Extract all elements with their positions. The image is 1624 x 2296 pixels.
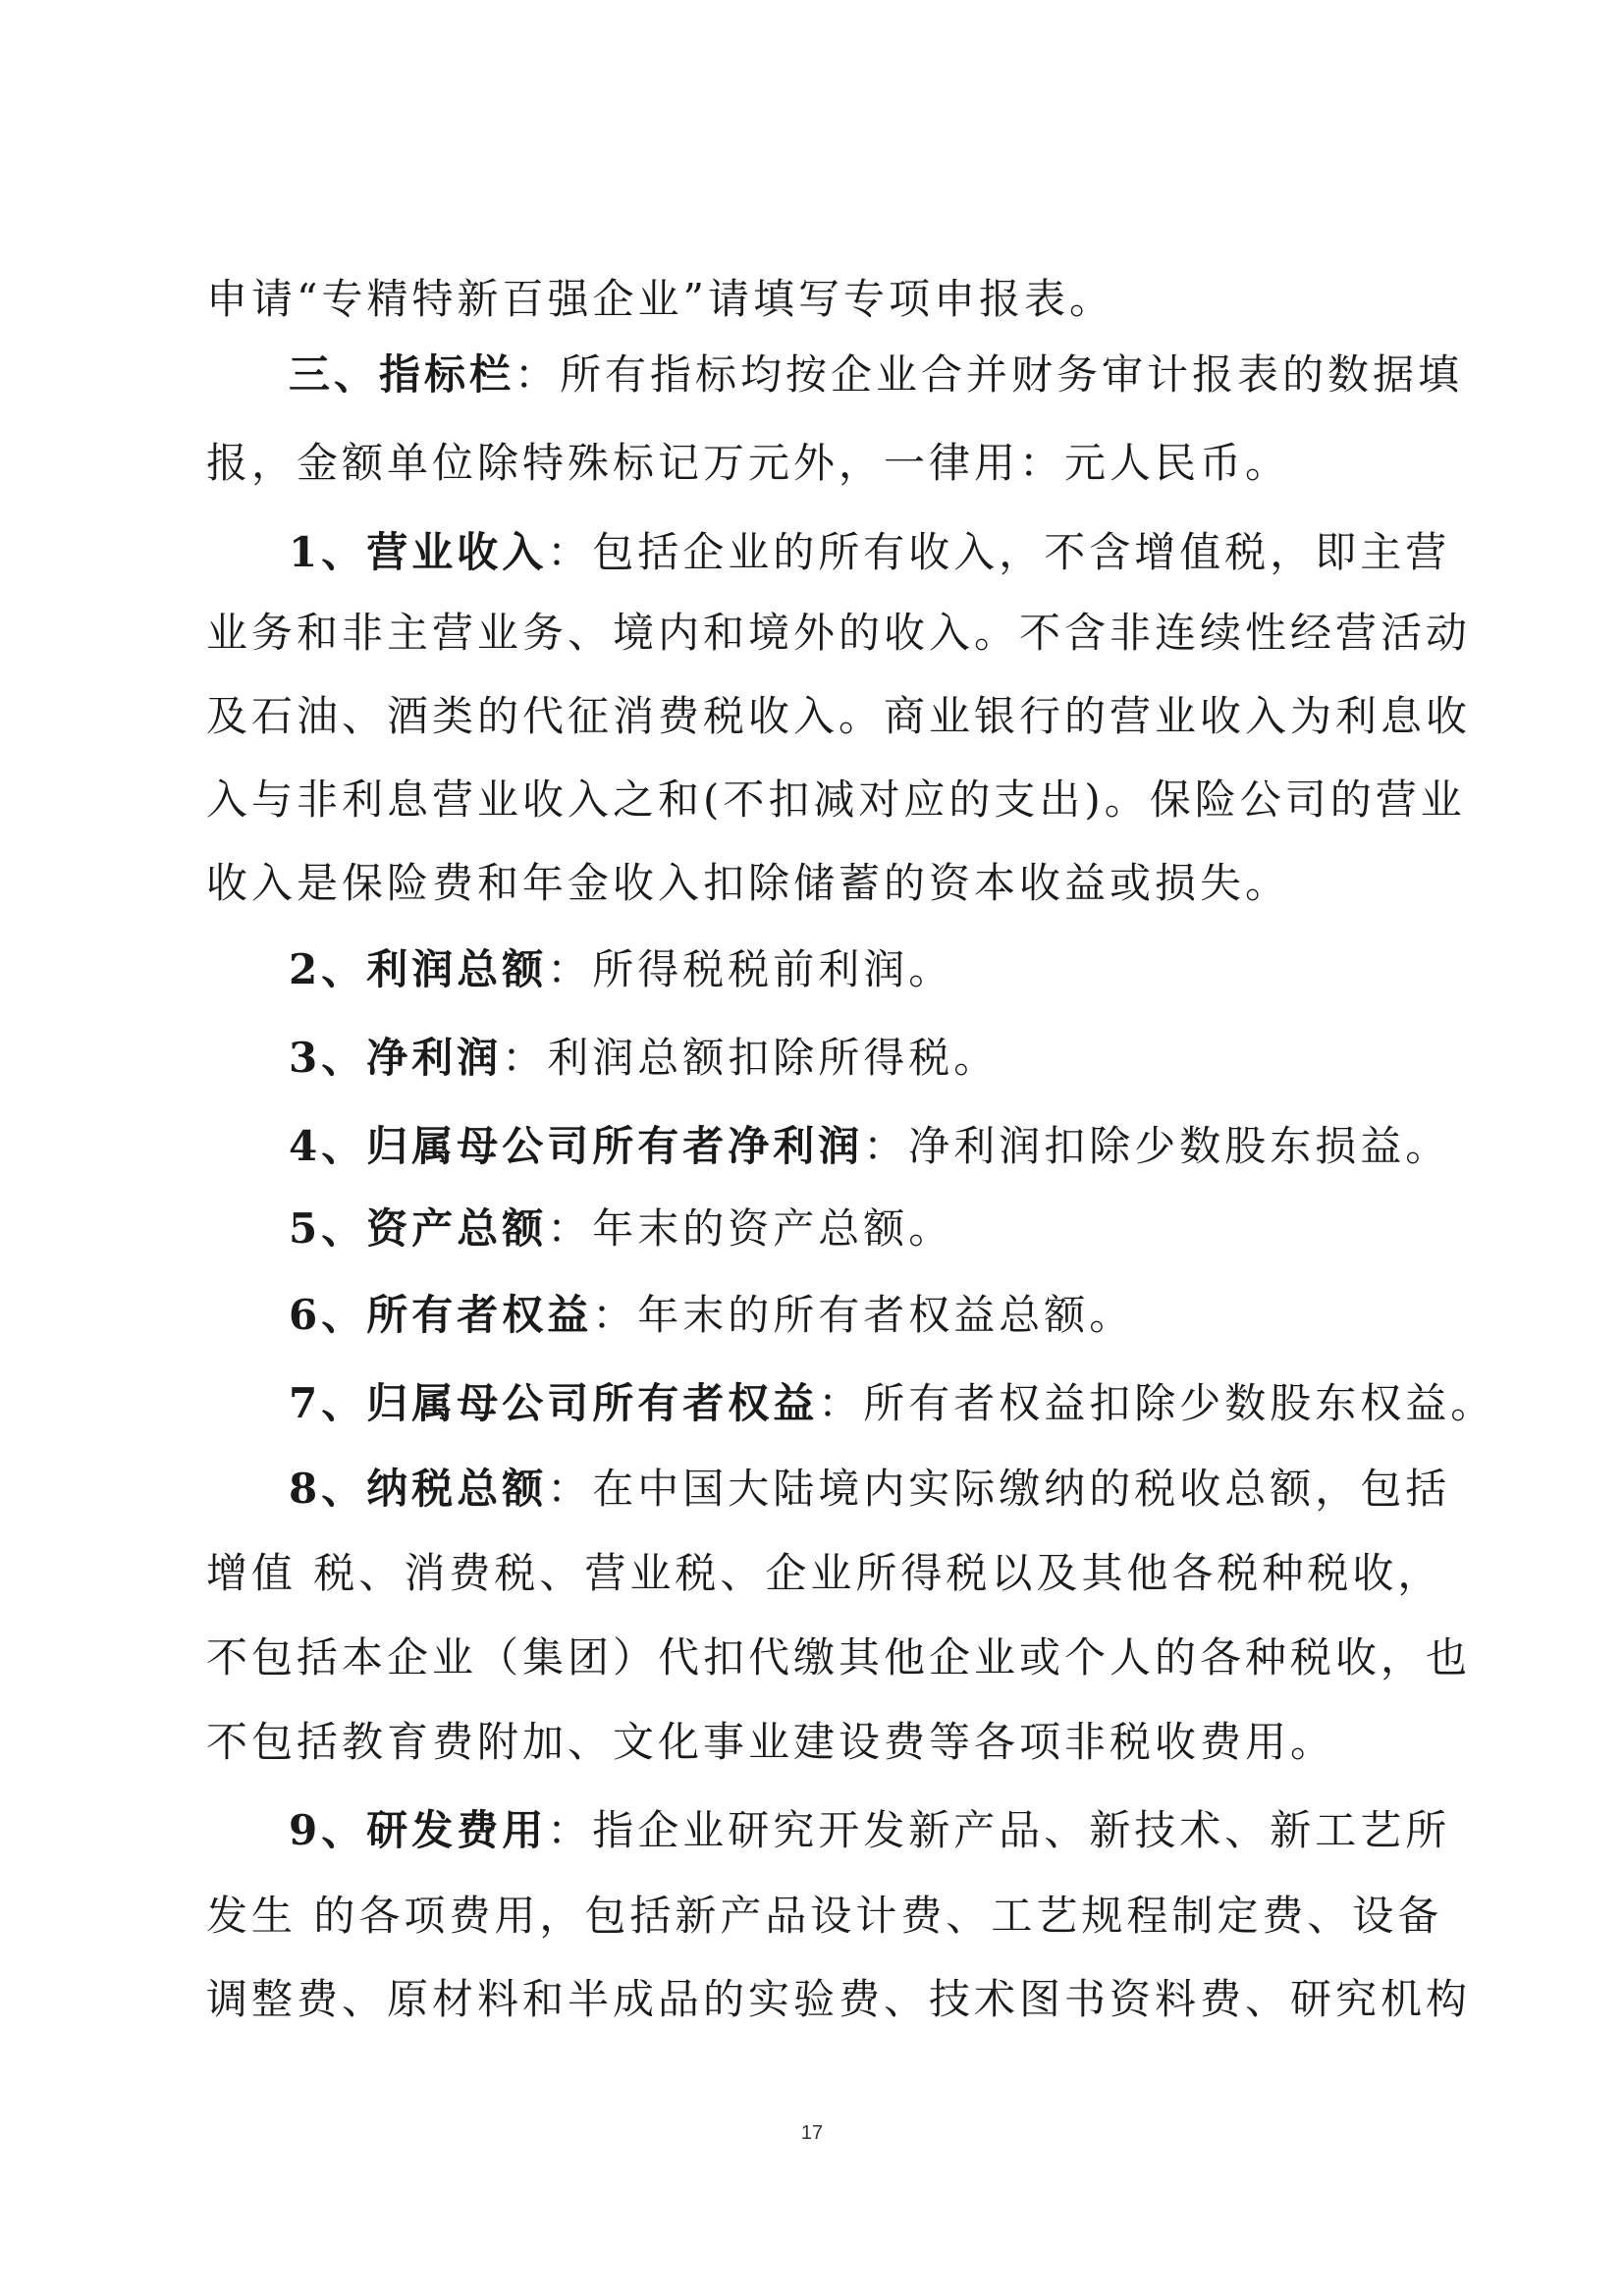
item-title: 7、归属母公司所有者权益 — [289, 1379, 819, 1427]
line-text: 收入是保险费和年金收入扣除储蓄的资本收益或损失。 — [206, 859, 1291, 907]
line-text: 业务和非主营业务、境内和境外的收入。不含非连续性经营活动 — [206, 609, 1472, 657]
line-text: ：在中国大陆境内实际缴纳的税收总额，包括 — [547, 1465, 1451, 1513]
item-total-assets — [289, 1190, 1516, 1268]
line-text: 发生 的各项费用，包括新产品设计费、工艺规程制定费、设备 — [206, 1892, 1443, 1940]
line-text: ：所有指标均按企业合并财务审计报表的数据填 — [514, 350, 1464, 399]
item-title: 8、纳税总额 — [289, 1465, 548, 1513]
text-line-1 — [206, 260, 1434, 339]
item-operating-revenue — [289, 513, 1516, 592]
line-text: 及石油、酒类的代征消费税收入。商业银行的营业收入为利息收 — [206, 692, 1472, 740]
item-title: 1、营业收入 — [289, 528, 548, 576]
line-text: 报，金额单位除特殊标记万元外，一律用：元人民币。 — [206, 439, 1291, 487]
item-title: 2、利润总额 — [289, 945, 548, 993]
line-text: ：所得税税前利润。 — [547, 945, 954, 993]
item-title: 5、资产总额 — [289, 1204, 548, 1253]
section-title: 三、指标栏 — [289, 350, 515, 399]
line-text: 增值 税、消费税、营业税、企业所得税以及其他各税种税收， — [206, 1549, 1443, 1597]
item-owners-equity-parent — [289, 1364, 1516, 1443]
line-text: ：指企业研究开发新产品、新技术、新工艺所 — [547, 1806, 1451, 1854]
page-number: 17 — [800, 2122, 824, 2144]
item-owners-equity — [289, 1276, 1516, 1355]
item-total-tax — [289, 1450, 1516, 1528]
line-text: 不包括本企业（集团）代扣代缴其他企业或个人的各种税收，也 — [206, 1633, 1472, 1682]
text-line-7 — [206, 761, 1466, 839]
line-text: ：年末的资产总额。 — [547, 1204, 954, 1253]
line-text: 入与非利息营业收入之和(不扣减对应的支出)。保险公司的营业 — [206, 775, 1466, 824]
item-net-profit — [289, 1019, 1516, 1097]
line-text: ：所有者权益扣除少数股东权益。 — [818, 1379, 1496, 1427]
line-text: 调整费、原材料和半成品的实验费、技术图书资料费、研究机构 — [206, 1975, 1472, 2023]
text-line-5 — [206, 594, 1472, 672]
item-net-profit-parent — [289, 1107, 1516, 1186]
text-line-6 — [206, 677, 1472, 756]
text-line-18 — [206, 1703, 1434, 1782]
item-title: 6、所有者权益 — [289, 1291, 593, 1339]
text-line-20 — [206, 1877, 1443, 1955]
line-text: 申请“专精特新百强企业”请填写专项申报表。 — [206, 275, 1114, 323]
text-line-16 — [206, 1534, 1443, 1613]
text-line-21 — [206, 1960, 1472, 2039]
line-text: 不包括教育费附加、文化事业建设费等各项非税收费用。 — [206, 1718, 1336, 1766]
item-title: 9、研发费用 — [289, 1806, 548, 1854]
item-total-profit — [289, 931, 1516, 1009]
item-title: 4、归属母公司所有者净利润 — [289, 1122, 864, 1170]
text-line-17 — [206, 1619, 1472, 1697]
item-rd-expenses — [289, 1791, 1516, 1870]
line-text: ：包括企业的所有收入，不含增值税，即主营 — [547, 528, 1451, 576]
text-line-8 — [206, 844, 1434, 923]
line-text: ：利润总额扣除所得税。 — [502, 1034, 1000, 1082]
item-title: 3、净利润 — [289, 1034, 503, 1082]
text-line-3 — [206, 424, 1434, 503]
line-text: ：净利润扣除少数股东损益。 — [863, 1122, 1451, 1170]
section-heading-indicators — [289, 336, 1516, 414]
line-text: ：年末的所有者权益总额。 — [592, 1291, 1135, 1339]
